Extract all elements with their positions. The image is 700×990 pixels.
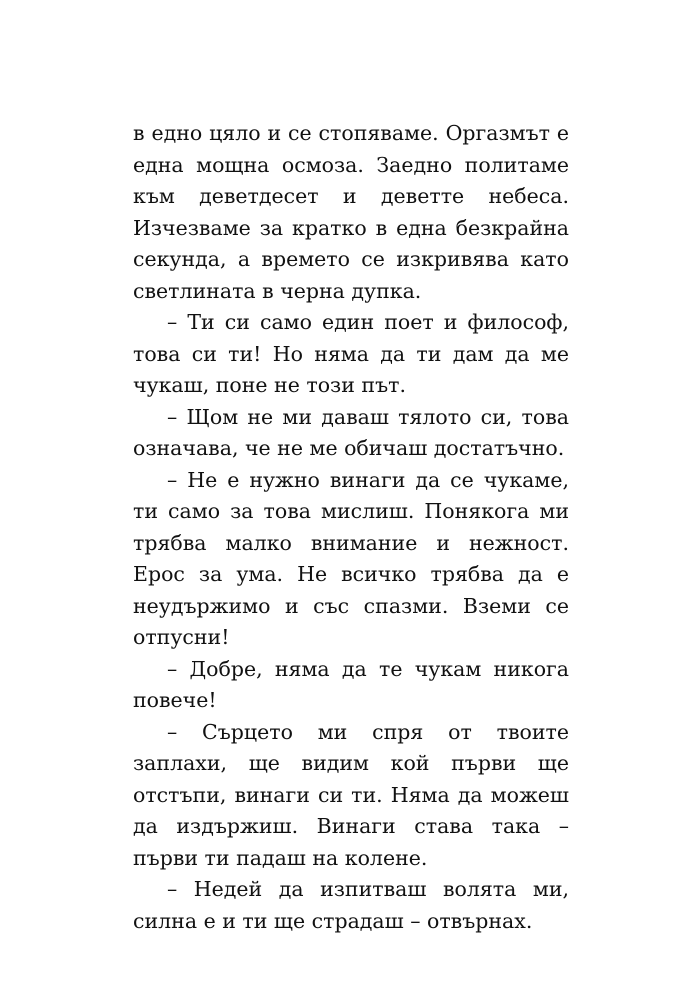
body-text — [133, 118, 569, 937]
paragraph-3: – Щом не ми даваш тялото си, това означава, че не ме обичаш достатъчно. — [133, 404, 569, 460]
paragraph-4: – Не е нужно винаги да се чукаме, ти само за това мислиш. Понякога ми трябва малко внимание и нежност. Ерос за ума. Не всичко трябва да е неудържимо и със спазми. Вземи се отпусни! — [133, 467, 569, 649]
paragraph-5: – Добре, няма да те чукам никога повече! — [133, 656, 569, 712]
paragraph-7: – Недей да изпитваш волята ми, силна е и ти ще страдаш – отвърнах. — [133, 877, 569, 933]
paragraph-6: – Сърцето ми спря от твоите заплахи, ще видим кой първи ще отстъпи, винаги си ти. Няма да можеш да издържиш. Винаги става така – първи ти падаш на колене. — [133, 719, 569, 870]
paragraph-2: – Ти си само един поет и философ, това си ти! Но няма да ти дам да ме чукаш, поне не този път. — [133, 310, 569, 397]
paragraph-1: в едно цяло и се стопяваме. Оргазмът е една мощна осмоза. Заедно политаме към деветдесет и деветте небеса. Изчезваме за кратко в една безкрайна секунда, а времето се изкривява като светлината в черна дупка. — [133, 121, 569, 303]
